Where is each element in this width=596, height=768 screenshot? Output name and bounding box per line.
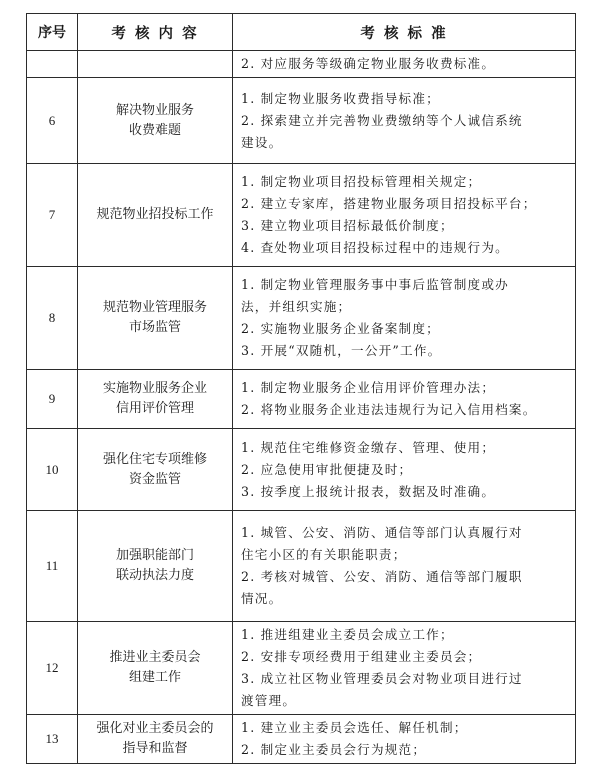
standard-line: 1. 制定物业服务收费指导标准； — [241, 90, 440, 106]
row-standard — [233, 370, 576, 429]
standard-line: 2. 安排专项经费用于组建业主委员会； — [241, 649, 482, 664]
content-line: 推进业主委员会 — [109, 650, 201, 665]
table-row — [27, 78, 576, 164]
table-row — [27, 267, 576, 370]
standard-line: 2. 考核对城管、公安、消防、通信等部门履职 — [241, 569, 523, 584]
row-content — [78, 78, 233, 164]
standard-line: 渡管理。 — [241, 693, 297, 708]
table-header-row — [27, 14, 576, 51]
standard-line: 住宅小区的有关职能职责； — [241, 547, 407, 562]
row-number: 7 — [27, 164, 78, 267]
row-number: 9 — [27, 370, 78, 429]
content-line: 收费难题 — [128, 122, 181, 138]
table-row — [27, 164, 576, 267]
row-number: 10 — [27, 429, 78, 511]
standard-line: 1. 城管、公安、消防、通信等部门认真履行对 — [241, 525, 523, 540]
content-line: 规范物业管理服务 — [102, 300, 207, 315]
standard-line: 建设。 — [241, 134, 283, 150]
row-standard — [233, 622, 576, 715]
standard-line: 2. 对应服务等级确定物业服务收费标准。 — [241, 56, 496, 71]
standard-line: 2. 应急使用审批便捷及时； — [241, 461, 413, 477]
header-no: 序号 — [27, 14, 78, 51]
table-body — [27, 51, 576, 764]
row-standard — [233, 51, 576, 78]
content-line: 实施物业服务企业 — [102, 381, 207, 396]
assessment-table — [26, 13, 576, 764]
content-line: 加强职能部门 — [115, 548, 194, 563]
row-standard — [233, 164, 576, 267]
standard-line: 3. 开展“双随机，一公开”工作。 — [241, 343, 442, 358]
row-standard — [233, 429, 576, 511]
row-number: 13 — [27, 715, 78, 764]
content-line: 解决物业服务 — [115, 102, 194, 118]
standard-line: 情况。 — [241, 591, 283, 606]
row-number: 8 — [27, 267, 78, 370]
table-row — [27, 370, 576, 429]
row-content — [78, 267, 233, 370]
row-content — [78, 429, 233, 511]
standard-line: 1. 制定物业管理服务事中事后监管制度或办 — [241, 277, 509, 292]
table-row — [27, 511, 576, 622]
standard-line: 2. 建立专家库，搭建物业服务项目招投标平台； — [241, 196, 537, 211]
header-content: 考 核 内 容 — [78, 14, 233, 51]
standard-line: 1. 制定物业项目招投标管理相关规定； — [241, 174, 482, 189]
table-row — [27, 715, 576, 764]
row-content — [78, 511, 233, 622]
row-number: 12 — [27, 622, 78, 715]
standard-line: 1. 推进组建业主委员会成立工作； — [241, 627, 454, 642]
content-line: 资金监管 — [128, 471, 181, 487]
standard-line: 2. 探索建立并完善物业费缴纳等个人诚信系统 — [241, 112, 523, 128]
content-line: 指导和监督 — [122, 741, 188, 756]
content-line: 强化住宅专项维修 — [102, 451, 207, 467]
standard-line: 3. 建立物业项目招标最低价制度； — [241, 218, 454, 233]
row-standard — [233, 267, 576, 370]
row-content — [78, 51, 233, 78]
content-line: 联动执法力度 — [115, 568, 194, 583]
content-line: 规范物业招投标工作 — [96, 207, 214, 222]
row-content — [78, 370, 233, 429]
table-row — [27, 51, 576, 78]
row-number — [27, 51, 78, 78]
standard-line: 1. 建立业主委员会选任、解任机制； — [241, 720, 468, 735]
row-content — [78, 622, 233, 715]
row-standard — [233, 78, 576, 164]
table-row — [27, 429, 576, 511]
table-row — [27, 622, 576, 715]
header-standard: 考 核 标 准 — [233, 14, 576, 51]
row-number: 11 — [27, 511, 78, 622]
content-line: 强化对业主委员会的 — [96, 721, 214, 736]
standard-line: 4. 查处物业项目招投标过程中的违规行为。 — [241, 240, 509, 255]
row-standard — [233, 511, 576, 622]
standard-line: 2. 实施物业服务企业备案制度； — [241, 321, 440, 336]
row-standard — [233, 715, 576, 764]
row-content — [78, 715, 233, 764]
standard-line: 1. 制定物业服务企业信用评价管理办法； — [241, 380, 496, 395]
standard-line: 3. 按季度上报统计报表，数据及时准确。 — [241, 483, 496, 499]
standard-line: 2. 将物业服务企业违法违规行为记入信用档案。 — [241, 402, 537, 417]
row-content — [78, 164, 233, 267]
standard-line: 2. 制定业主委员会行为规范； — [241, 742, 427, 757]
content-line: 市场监管 — [128, 320, 181, 335]
row-number: 6 — [27, 78, 78, 164]
content-line: 信用评价管理 — [115, 401, 194, 416]
standard-line: 1. 规范住宅维修资金缴存、管理、使用； — [241, 439, 496, 455]
standard-line: 3. 成立社区物业管理委员会对物业项目进行过 — [241, 671, 523, 686]
content-line: 组建工作 — [128, 670, 181, 685]
standard-line: 法，并组织实施； — [241, 299, 352, 314]
